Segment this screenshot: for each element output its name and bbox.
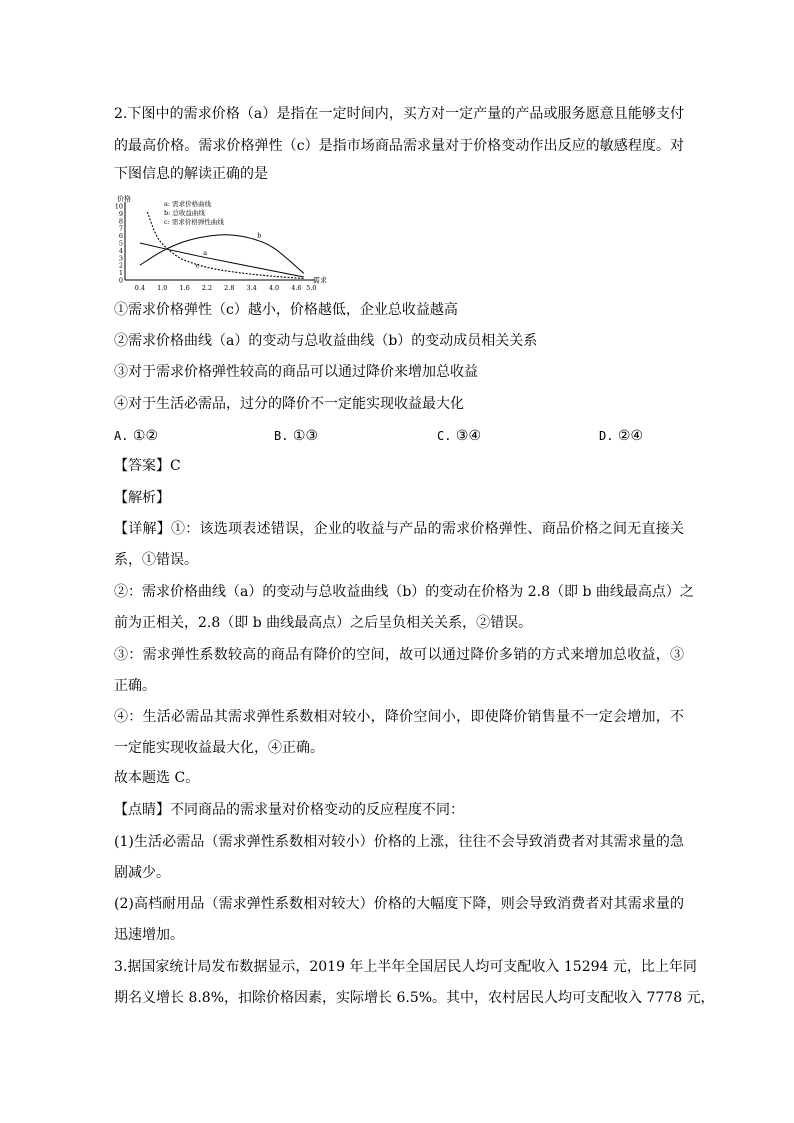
x-tick-label: 5.0 xyxy=(306,284,317,292)
curve-label-b: b xyxy=(257,231,262,240)
x-tick-label: 1.0 xyxy=(157,284,168,292)
option-text: ②④ xyxy=(617,428,644,444)
option-letter: C. xyxy=(437,429,452,443)
detail-line: 系，①错误。 xyxy=(114,552,198,568)
tip-line: (1)生活必需品（需求弹性系数相对较小）价格的上涨，往往不会导致消费者对其需求量的急 xyxy=(114,834,684,850)
option-text: ①③ xyxy=(292,428,319,444)
question3-line: 3.据国家统计局发布数据显示，2019 年上半年全国居民人均可支配收入 15294 元，比上年同 xyxy=(114,959,697,975)
y-tick-label: 7 xyxy=(118,224,123,233)
y-tick-label: 0 xyxy=(118,276,123,285)
x-tick-label: 4.6 xyxy=(291,284,302,292)
option-text: ①② xyxy=(132,428,159,444)
option-letter: A. xyxy=(114,429,129,443)
y-tick-label: 1 xyxy=(118,269,123,278)
option-b[interactable] xyxy=(274,426,318,446)
question-stem-line: 2.下图中的需求价格（a）是指在一定时间内，买方对一定产量的产品或服务愿意且能够支付 xyxy=(114,106,684,122)
option-a[interactable] xyxy=(114,426,158,446)
detail-line: 【详解】①：该选项表述错误，企业的收益与产品的需求价格弹性、商品价格之间无直接关 xyxy=(114,521,684,537)
legend-entry: a: 需求价格曲线 xyxy=(164,200,212,208)
detail-line: ③：需求弹性系数较高的商品有降价的空间，故可以通过降价多销的方式来增加总收益，③ xyxy=(114,647,684,663)
curve-label-a: a xyxy=(203,249,208,258)
option-c[interactable] xyxy=(437,426,481,446)
option-text: ③④ xyxy=(455,428,482,444)
x-tick-label: 0.4 xyxy=(134,284,146,292)
curve-label-c: c xyxy=(195,261,200,270)
legend-entry: b: 总收益曲线 xyxy=(164,209,205,217)
y-tick-label: 9 xyxy=(118,209,123,218)
demand-price-chart xyxy=(110,194,340,294)
tip-line: 剧减少。 xyxy=(114,865,170,881)
x-tick-label: 1.6 xyxy=(179,284,190,292)
series-a-curve xyxy=(140,243,304,277)
statement-4: ④对于生活必需品，过分的降价不一定能实现收益最大化 xyxy=(114,396,464,412)
detail-line: 一定能实现收益最大化，④正确。 xyxy=(114,740,324,756)
y-tick-label: 3 xyxy=(118,254,123,263)
x-tick-label: 4.0 xyxy=(268,284,280,292)
y-tick-label: 8 xyxy=(118,217,123,226)
x-tick-label: 2.2 xyxy=(201,284,213,292)
series-b-curve xyxy=(140,235,304,274)
x-tick-label: 3.4 xyxy=(246,284,257,292)
statement-3: ③对于需求价格弹性较高的商品可以通过降价来增加总收益 xyxy=(114,364,478,380)
question-stem-line: 的最高价格。需求价格弹性（c）是指市场商品需求量对于价格变动作出反应的敏感程度。对 xyxy=(114,138,684,154)
y-axis-label: 价格 xyxy=(117,195,131,203)
option-d[interactable] xyxy=(599,426,643,446)
tip-line: (2)高档耐用品（需求弹性系数相对较大）价格的大幅度下降，则会导致消费者对其需求量的 xyxy=(114,896,684,912)
option-letter: B. xyxy=(274,429,289,443)
x-tick-label: 2.8 xyxy=(224,284,235,292)
detail-line: 故本题选 C。 xyxy=(114,770,200,786)
detail-line: ④：生活必需品其需求弹性系数相对较小，降价空间小，即使降价销售量不一定会增加，不 xyxy=(114,709,684,725)
statement-2: ②需求价格曲线（a）的变动与总收益曲线（b）的变动成员相关关系 xyxy=(114,333,538,349)
y-tick-label: 4 xyxy=(118,246,123,255)
analysis-heading: 【解析】 xyxy=(114,490,170,506)
y-tick-label: 10 xyxy=(114,202,123,211)
option-letter: D. xyxy=(599,429,614,443)
question-stem-line: 下图信息的解读正确的是 xyxy=(114,166,268,182)
tip-line: 【点睛】不同商品的需求量对价格变动的反应程度不同： xyxy=(114,802,464,818)
legend-entry: c: 需求价格弹性曲线 xyxy=(164,218,224,226)
question3-line: 期名义增长 8.8%，扣除价格因素，实际增长 6.5%。其中，农村居民人均可支配收入 7778 元， xyxy=(114,990,715,1006)
y-tick-label: 5 xyxy=(118,239,123,248)
tip-line: 迅速增加。 xyxy=(114,927,184,943)
answer-line: 【答案】C xyxy=(114,458,181,474)
y-tick-label: 6 xyxy=(118,232,123,241)
x-axis-label: 需求 xyxy=(313,276,327,285)
detail-line: 正确。 xyxy=(114,678,156,694)
detail-line: 前为正相关，2.8（即 b 曲线最高点）之后呈负相关关系，②错误。 xyxy=(114,615,533,631)
detail-line: ②：需求价格曲线（a）的变动与总收益曲线（b）的变动在价格为 2.8（即 b 曲线最高点）之 xyxy=(114,584,694,600)
statement-1: ①需求价格弹性（c）越小，价格越低，企业总收益越高 xyxy=(114,302,458,318)
y-tick-label: 2 xyxy=(118,261,123,270)
